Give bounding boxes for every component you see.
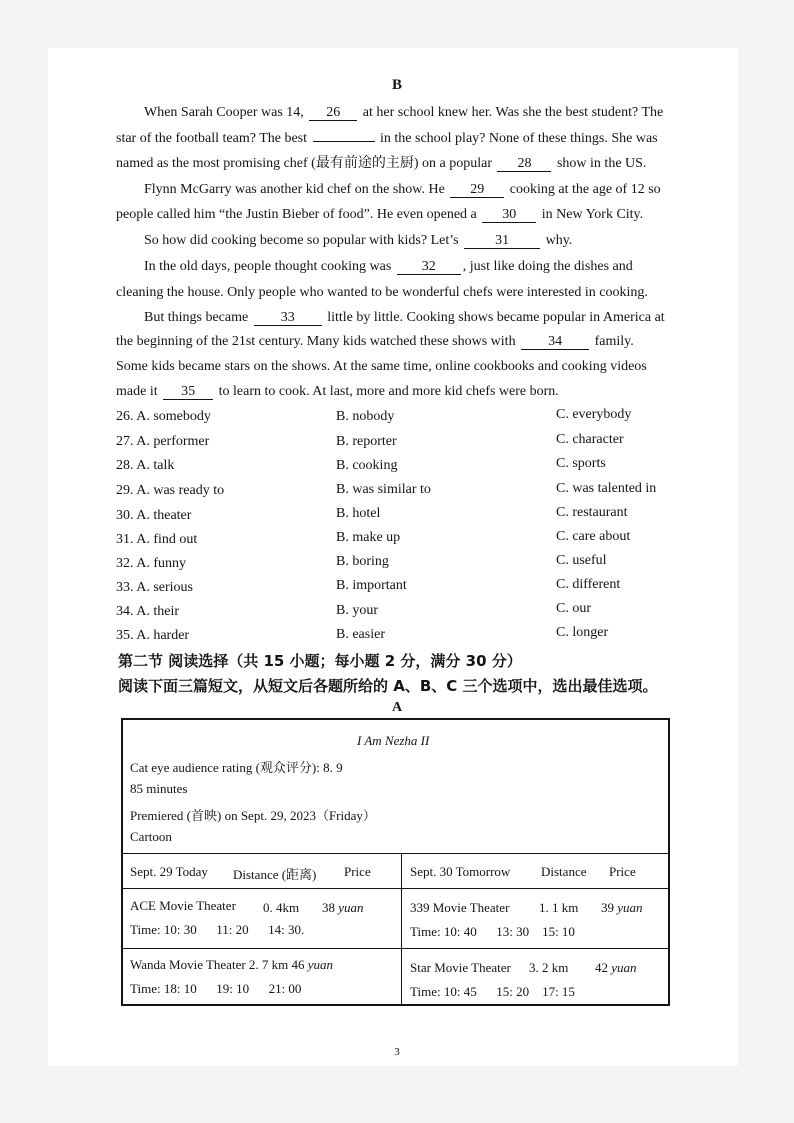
header-distance: Distance (距离)	[233, 867, 317, 882]
passage-line: cleaning the house. Only people who wanted to be wonderful chefs were interested in cooking.	[116, 285, 648, 300]
text: cooking at the age of 12 so	[509, 182, 661, 197]
text: why.	[545, 233, 573, 248]
theater-name: 339 Movie Theater	[410, 900, 510, 915]
showtimes: Time: 10: 45 15: 20 17: 15	[410, 984, 575, 999]
option-a: 34. A. their	[116, 604, 179, 619]
passage-line	[116, 130, 658, 148]
option-b: B. important	[336, 578, 407, 593]
option-c: C. useful	[556, 553, 607, 568]
theater-distance: 3. 2 km	[529, 960, 569, 975]
theater-distance: 0. 4km	[263, 900, 300, 915]
option-c: C. longer	[556, 625, 609, 640]
passage-line	[144, 309, 665, 327]
text: named as the most promising chef (最有前途的主厨) on a popular	[116, 156, 492, 171]
theater-name: ACE Movie Theater	[130, 898, 236, 913]
theater-price	[595, 960, 637, 976]
header-price: Price	[344, 864, 371, 879]
option-a: 29. A. was ready to	[116, 483, 225, 498]
price-number: 42	[595, 960, 608, 975]
blank-33: 33	[254, 310, 322, 326]
table-divider	[123, 853, 668, 854]
theater-price	[322, 900, 364, 916]
movie-premiere: Premiered (首映) on Sept. 29, 2023（Friday）	[130, 808, 376, 823]
blank-28: 28	[497, 156, 551, 172]
passage-line	[116, 155, 646, 173]
text: made it	[116, 384, 158, 399]
blank-31: 31	[464, 233, 540, 249]
blank-35: 35	[163, 384, 213, 400]
theater-name	[130, 957, 333, 973]
passage-line: Some kids became stars on the shows. At the same time, online cookbooks and cooking videos	[116, 359, 647, 374]
movie-genre: Cartoon	[130, 829, 172, 844]
showtimes: Time: 10: 30 11: 20 14: 30.	[130, 922, 305, 937]
section-letter-b: B	[391, 77, 402, 93]
text: star of the football team? The best	[116, 131, 308, 146]
option-a: 28. A. talk	[116, 458, 175, 473]
movie-info-box	[121, 718, 670, 1006]
text: , just like doing the dishes and	[462, 259, 633, 274]
table-divider	[123, 888, 668, 889]
header-distance: Distance	[541, 864, 587, 879]
text: at her school knew her. Was she the best student? The	[362, 105, 664, 120]
option-b: B. make up	[336, 530, 401, 545]
movie-rating: Cat eye audience rating (观众评分): 8. 9	[130, 760, 343, 775]
option-a: 35. A. harder	[116, 628, 190, 643]
table-divider	[401, 853, 402, 1006]
header-day: Sept. 30 Tomorrow	[410, 864, 511, 879]
theater-name: Star Movie Theater	[410, 960, 511, 975]
option-b: B. nobody	[336, 409, 395, 424]
section-heading: 第二节 阅读选择（共 15 小题；每小题 2 分，满分 30 分）	[118, 652, 522, 670]
theater-distance: 1. 1 km	[539, 900, 579, 915]
option-c: C. sports	[556, 456, 606, 471]
section-letter-a: A	[391, 700, 403, 715]
text: show in the US.	[556, 156, 647, 171]
blank-34: 34	[521, 334, 589, 350]
movie-length: 85 minutes	[130, 781, 188, 796]
showtimes: Time: 10: 40 13: 30 15: 10	[410, 924, 575, 939]
showtimes: Time: 18: 10 19: 10 21: 00	[130, 981, 302, 996]
option-b: B. easier	[336, 627, 385, 642]
theater-price	[601, 900, 643, 916]
blank-29: 29	[450, 182, 504, 198]
price-number: 39	[601, 900, 614, 915]
option-b: B. reporter	[336, 434, 397, 449]
text: When Sarah Cooper was 14,	[144, 105, 304, 120]
text: in the school play? None of these things. She was	[380, 131, 658, 146]
option-c: C. different	[556, 577, 621, 592]
blank-30: 30	[482, 207, 536, 223]
blank-32: 32	[397, 259, 461, 275]
option-c: C. everybody	[556, 407, 632, 422]
passage-line	[144, 104, 663, 122]
passage-line	[116, 383, 559, 401]
text: the beginning of the 21st century. Many kids watched these shows with	[116, 334, 516, 349]
option-c: C. was talented in	[556, 481, 657, 496]
option-c: C. our	[556, 601, 591, 616]
table-divider	[123, 948, 668, 949]
movie-title: I Am Nezha II	[357, 733, 430, 748]
option-a: 31. A. find out	[116, 532, 198, 547]
passage-line	[144, 258, 633, 276]
text: So how did cooking become so popular with kids? Let’s	[144, 233, 459, 248]
passage-line	[116, 206, 643, 224]
option-a: 30. A. theater	[116, 508, 192, 523]
option-b: B. boring	[336, 554, 389, 569]
section-instruction: 阅读下面三篇短文，从短文后各题所给的 A、B、C 三个选项中，选出最佳选项。	[118, 677, 658, 695]
passage-line	[116, 333, 634, 351]
page-number: 3	[394, 1046, 400, 1058]
blank-26: 26	[309, 105, 357, 121]
text: little by little. Cooking shows became popular in America at	[327, 310, 665, 325]
header-day: Sept. 29 Today	[130, 864, 208, 879]
header-price: Price	[609, 864, 636, 879]
option-c: C. character	[556, 432, 624, 447]
text: people called him “the Justin Bieber of food”. He even opened a	[116, 207, 477, 222]
passage-line	[144, 232, 572, 250]
option-a: 33. A. serious	[116, 580, 193, 595]
text: family.	[594, 334, 634, 349]
text: in New York City.	[541, 207, 644, 222]
text: Flynn McGarry was another kid chef on the show. He	[144, 182, 445, 197]
price-number: 38	[322, 900, 335, 915]
option-c: C. care about	[556, 529, 631, 544]
option-a: 27. A. performer	[116, 434, 210, 449]
option-a: 26. A. somebody	[116, 409, 211, 424]
price-unit: yuan	[611, 960, 637, 975]
passage-line	[144, 181, 661, 199]
price-unit: yuan	[307, 957, 334, 972]
option-b: B. cooking	[336, 458, 398, 473]
theater-name-text: Wanda Movie Theater 2. 7 km 46	[130, 957, 305, 972]
option-b: B. your	[336, 603, 378, 618]
blank-27	[313, 141, 375, 142]
price-unit: yuan	[617, 900, 643, 915]
price-unit: yuan	[338, 900, 364, 915]
option-b: B. was similar to	[336, 482, 431, 497]
option-a: 32. A. funny	[116, 556, 186, 571]
text: In the old days, people thought cooking was	[144, 259, 392, 274]
text: to learn to cook. At last, more and more kid chefs were born.	[218, 384, 559, 399]
text: But things became	[144, 310, 249, 325]
option-b: B. hotel	[336, 506, 381, 521]
option-c: C. restaurant	[556, 505, 628, 520]
